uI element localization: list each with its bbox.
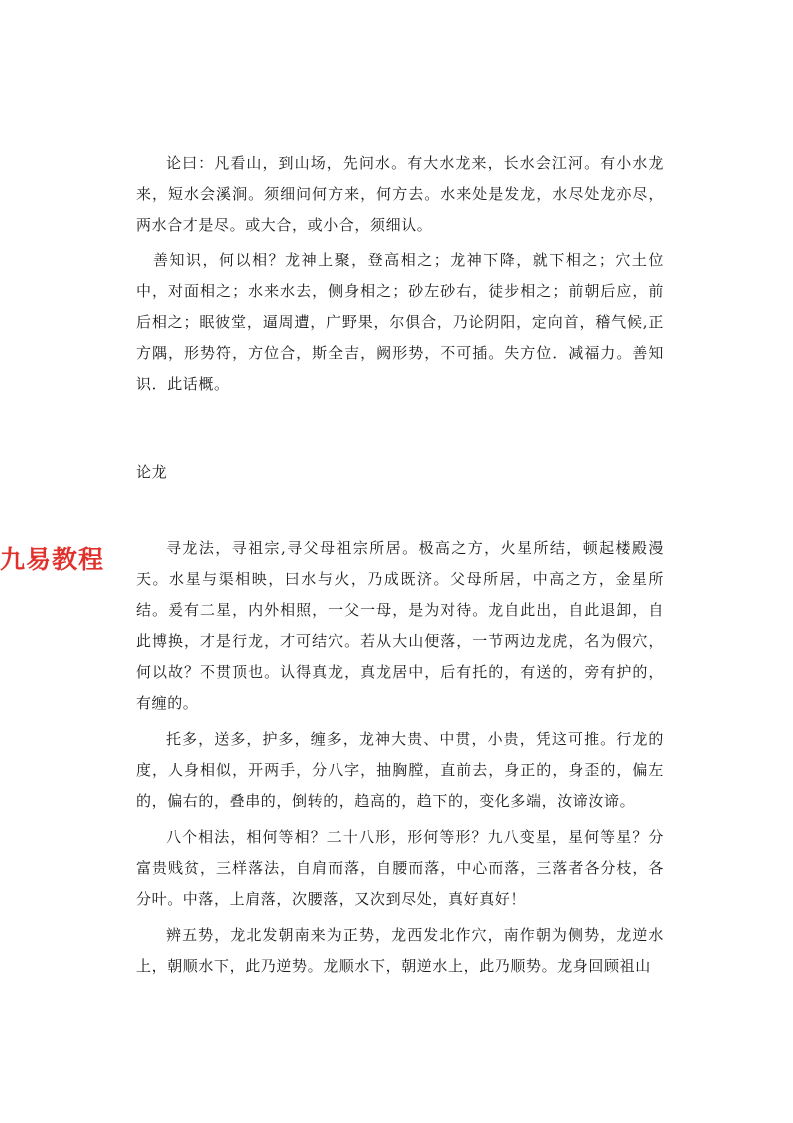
paragraph: 托多，送多，护多，缠多，龙神大贵、中贯，小贵，凭这可推。行龙的度，人身相似，开两手，分八字，抽胸膛，直前去，身正的，身歪的，偏左的，偏右的，叠串的，倒转的，趋高的，趋下的，变化多端，汝谛汝谛。 — [136, 730, 664, 810]
paragraph: 善知识，何以相？龙神上聚，登高相之；龙神下降，就下相之；穴土位中，对面相之；水来水去，侧身相之；砂左砂右，徒步相之；前朝后应，前后相之；眠彼堂，逼周遭，广野果，尔俱合，乃论阴阳，定向首，稽气候,正方隅，形势符，方位合，斯全吉，阙形势，不可插。失方位．减福力。善知识．此话概。 — [136, 251, 664, 393]
section-intro — [136, 148, 664, 400]
paragraph: 论曰：凡看山，到山场，先问水。有大水龙来，长水会江河。有小水龙来，短水会溪涧。须细问何方来，何方去。水来处是发龙，水尽处龙亦尽，两水合才是尽。或大合，或小合，须细认。 — [136, 154, 664, 234]
paragraph: 寻龙法，寻祖宗,寻父母祖宗所居。极高之方，火星所结，顿起楼殿漫天。水星与渠相映，曰水与火，乃成既济。父母所居，中高之方，金星所结。爰有二星，内外相照，一父一母，是为对待。龙自此出，自此退卸，自此博换，才是行龙，才可结穴。若从大山便落，一节两边龙虎，名为假穴，何以故？不贯顶也。认得真龙，真龙居中，后有托的，有送的，旁有护的，有缠的。 — [136, 539, 664, 712]
section-dragon — [136, 533, 664, 982]
paragraph: 八个相法，相何等相？二十八形，形何等形？九八变星，星何等星？分富贵贱贫，三样落法，自肩而落，自腰而落，中心而落，三落者各分枝，各分叶。中落，上肩落，次腰落，又次到尽处，真好真好！ — [136, 828, 664, 908]
paragraph: 辨五势，龙北发朝南来为正势，龙西发北作穴，南作朝为侧势，龙逆水上，朝顺水下，此乃逆势。龙顺水下，朝逆水上，此乃顺势。龙身回顾祖山 — [136, 926, 664, 975]
watermark-logo: 九易教程 — [0, 545, 105, 574]
section-heading: 论龙 — [136, 463, 168, 481]
